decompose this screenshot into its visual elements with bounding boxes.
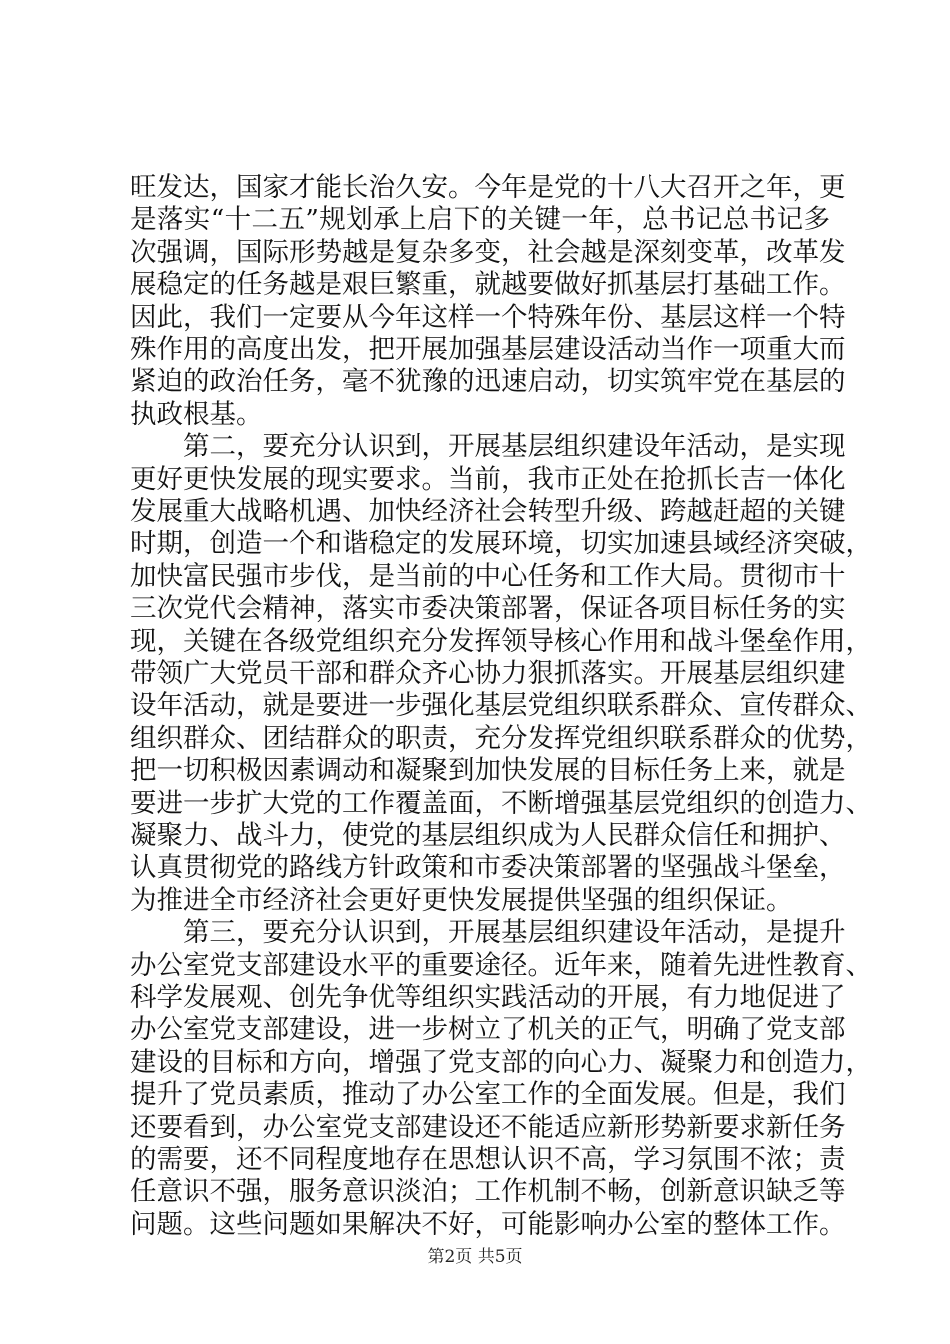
text-line: 旺发达，国家才能长治久安。今年是党的十八大召开之年，更 bbox=[130, 172, 846, 203]
text-line: 办公室党支部建设水平的重要途径。近年来，随着先进性教育、 bbox=[130, 949, 872, 981]
text-line: 凝聚力、战斗力，使党的基层组织成为人民群众信任和拥护、 bbox=[130, 820, 846, 851]
text-line: 的需要，还不同程度地存在思想认识不高，学习氛围不浓；责 bbox=[130, 1144, 846, 1175]
text-line: 三次党代会精神，落实市委决策部署，保证各项目标任务的实 bbox=[130, 593, 846, 625]
text-line: 因此，我们一定要从今年这样一个特殊年份、基层这样一个特 bbox=[130, 301, 846, 333]
text-line: 时期，创造一个和谐稳定的发展环境，切实加速县域经济突破， bbox=[130, 528, 872, 560]
text-line: 殊作用的高度出发，把开展加强基层建设活动当作一项重大而 bbox=[130, 334, 846, 365]
text-line: 科学发展观、创先争优等组织实践活动的开展，有力地促进了 bbox=[130, 982, 846, 1013]
text-line: 办公室党支部建设，进一步树立了机关的正气，明确了党支部 bbox=[130, 1014, 846, 1046]
text-line: 带领广大党员干部和群众齐心协力狠抓落实。开展基层组织建 bbox=[130, 658, 846, 689]
text-line: 设年活动，就是要进一步强化基层党组织联系群众、宣传群众、 bbox=[130, 690, 872, 722]
paragraph-start: 第二，要充分认识到，开展基层组织建设年活动，是实现 bbox=[183, 431, 846, 463]
text-line: 组织群众、团结群众的职责，充分发挥党组织联系群众的优势， bbox=[130, 722, 872, 754]
text-line: 认真贯彻党的路线方针政策和市委决策部署的坚强战斗堡垒， bbox=[130, 852, 846, 884]
paragraph-start: 第三，要充分认识到，开展基层组织建设年活动，是提升 bbox=[183, 917, 846, 949]
text-line: 要进一步扩大党的工作覆盖面，不断增强基层党组织的创造力、 bbox=[130, 787, 872, 819]
text-line: 次强调，国际形势越是复杂多变，社会越是深刻变革，改革发 bbox=[130, 236, 846, 268]
text-line: 提升了党员素质，推动了办公室工作的全面发展。但是，我们 bbox=[130, 1079, 846, 1111]
text-line: 执政根基。 bbox=[130, 398, 263, 430]
text-line: 加快富民强市步伐，是当前的中心任务和工作大局。贯彻市十 bbox=[130, 560, 846, 592]
text-line: 任意识不强，服务意识淡泊；工作机制不畅，创新意识缺乏等 bbox=[130, 1176, 846, 1208]
text-line: 把一切积极因素调动和凝聚到加快发展的目标任务上来，就是 bbox=[130, 755, 846, 787]
text-line: 建设的目标和方向，增强了党支部的向心力、凝聚力和创造力， bbox=[130, 1046, 872, 1078]
text-line: 发展重大战略机遇、加快经济社会转型升级、跨越赶超的关键 bbox=[130, 496, 846, 527]
text-line: 现，关键在各级党组织充分发挥领导核心作用和战斗堡垒作用， bbox=[130, 625, 872, 657]
text-line: 紧迫的政治任务，毫不犹豫的迅速启动，切实筑牢党在基层的 bbox=[130, 366, 846, 398]
page-number-footer: 第2页 共5页 bbox=[427, 1247, 523, 1267]
text-line: 问题。这些问题如果解决不好，可能影响办公室的整体工作。 bbox=[130, 1208, 846, 1240]
text-line: 展稳定的任务越是艰巨繁重，就越要做好抓基层打基础工作。 bbox=[130, 269, 846, 301]
text-line: 还要看到，办公室党支部建设还不能适应新形势新要求新任务 bbox=[130, 1111, 846, 1143]
text-line: 是落实“十二五”规划承上启下的关键一年，总书记总书记多 bbox=[130, 204, 830, 236]
text-line: 为推进全市经济社会更好更快发展提供坚强的组织保证。 bbox=[130, 884, 793, 916]
text-line: 更好更快发展的现实要求。当前，我市正处在抢抓长吉一体化 bbox=[130, 463, 846, 495]
